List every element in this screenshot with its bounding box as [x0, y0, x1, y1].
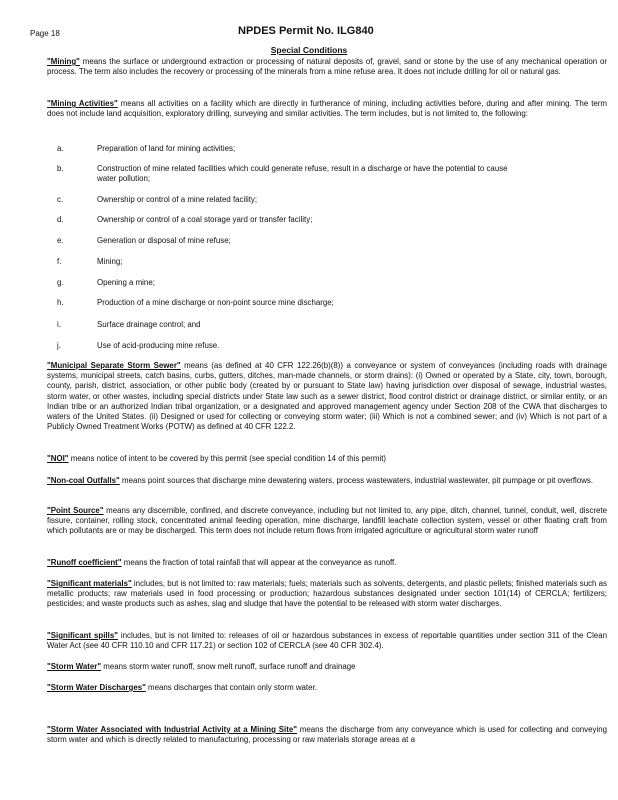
def-mining	[47, 57, 607, 77]
def-mining-activities	[47, 99, 607, 119]
list-letter: e.	[57, 236, 64, 245]
list-text: Ownership or control of a mine related facility;	[97, 195, 258, 204]
list-letter: h.	[57, 298, 64, 307]
term-mining-activities: "Mining Activities"	[47, 99, 118, 108]
def-storm-water-text: means storm water runoff, snow melt runoff, surface runoff and drainage	[101, 662, 356, 671]
def-sig-materials-text: includes, but is not limited to: raw materials; fuels; materials such as solvents, detergents, and plastic pellets; finished materials such as metallic products; raw materials used in food processing or production; hazardous substances designated under section 101(14) of CERCLA; fertilizers; pesticides; and waste products such as ashes, slag and sludge that have the potential to be released with storm water discharges.	[47, 579, 607, 609]
term-mining: "Mining"	[47, 57, 80, 66]
def-ms4	[47, 361, 607, 432]
def-point-source	[47, 506, 607, 537]
def-point-source-text: means any discernible, confined, and discrete conveyance, including but not limited to, any pipe, ditch, channel, tunnel, conduit, well, discrete fissure, container, rolling stock, concentrated animal feeding operation, mine discharge, landfill leachate collection system, vessel or other floating craft from which pollutants are or may be discharged. This term does not include return flows from irrigated agriculture or agricultural storm water runoff	[47, 506, 607, 536]
list-text: Use of acid-producing mine refuse.	[97, 341, 220, 350]
term-noi: "NOI"	[47, 454, 69, 463]
permit-title: NPDES Permit No. ILG840	[238, 25, 374, 37]
def-mining-activities-text: means all activities on a facility which are directly in furtherance of mining, including activities before, during and after mining. The term does not include land acquisition, exploratory drilling, surveying and similar activities. The term includes, but is not limited to, the following:	[47, 99, 607, 119]
list-letter: d.	[57, 215, 64, 224]
def-storm-mining	[47, 725, 607, 745]
term-storm-mining: "Storm Water Associated with Industrial Activity at a Mining Site"	[47, 725, 297, 734]
list-text: Mining;	[97, 257, 123, 266]
def-noi	[47, 454, 607, 464]
list-text: Generation or disposal of mine refuse;	[97, 236, 231, 245]
term-storm-water: "Storm Water"	[47, 662, 102, 671]
list-letter: a.	[57, 144, 64, 153]
term-ms4: "Municipal Separate Storm Sewer"	[47, 361, 181, 370]
list-letter: j.	[57, 341, 61, 350]
term-sig-materials: "Significant materials"	[47, 579, 132, 588]
def-storm-water	[47, 662, 607, 672]
def-sig-spills	[47, 631, 607, 651]
list-letter: i.	[57, 320, 61, 329]
list-text: Preparation of land for mining activities;	[97, 144, 236, 153]
def-mining-text: means the surface or underground extraction or processing of natural deposits of, gravel, sand or stone by the use of any mechanical operation or process. The term also includes the recovery or processing of the minerals from a mine refuse area. It does not include drilling for oil or natural gas.	[47, 57, 607, 77]
def-noi-text: means notice of intent to be covered by this permit (see special condition 14 of this permit)	[68, 454, 387, 463]
list-letter: g.	[57, 278, 64, 287]
def-storm-discharges-text: means discharges that contain only storm water.	[145, 683, 317, 692]
list-text: Construction of mine related facilities which could generate refuse, result in a discharge or have the potential to cause water pollution;	[97, 164, 508, 184]
def-storm-mining-text: means the discharge from any conveyance which is used for collecting and conveying storm water and which is directly related to manufacturing, processing or raw materials storage areas at a	[47, 725, 607, 745]
term-sig-spills: "Significant spills"	[47, 631, 118, 640]
def-sig-spills-text: includes, but is not limited to: releases of oil or hazardous substances in excess of reportable quantities under section 311 of the Clean Water Act (see 40 CFR 110.10 and CFR 117.21) or section 102 of CERCLA (see 40 CFR 302.4).	[47, 631, 607, 651]
def-sig-materials	[47, 579, 607, 610]
list-letter: f.	[57, 257, 62, 266]
def-runoff	[47, 558, 607, 568]
def-non-coal-text: means point sources that discharge mine dewatering waters, process wastewaters, industrial wastewater, pit pumpage or pit overflows.	[119, 476, 594, 485]
def-runoff-text: means the fraction of total rainfall that will appear at the conveyance as runoff.	[121, 558, 397, 567]
list-letter: b.	[57, 164, 64, 173]
def-non-coal	[47, 476, 607, 486]
page-number: Page 18	[30, 29, 60, 38]
def-ms4-text: means (as defined at 40 CFR 122.26(b)(8)) a conveyance or system of conveyances (including roads with drainage systems, municipal streets, catch basins, curbs, gutters, ditches, man-made channels, or storm drains): (i) Owned or operated by a State, city, town, borough, county, parish, district, association, or other public body (created by or pursuant to State law) having jurisdiction over disposal of sewage, industrial wastes, storm water, or other wastes, including special districts under State law such as a sewer district, flood control district or drainage district, or similar entity, or an Indian tribe or an authorized Indian tribal organization, or a designated and approved management agency under Section 208 of the CWA that discharges to waters of the United States. (ii) Designed or used for collecting or conveying storm water; (iii) Which is not a combined sewer; and (iv) Which is not part of a Publicly Owned Treatment Works (POTW) as defined at 40 CFR 122.2.	[47, 361, 608, 432]
list-text: Production of a mine discharge or non-point source mine discharge;	[97, 298, 334, 307]
term-runoff: "Runoff coefficient"	[47, 558, 122, 567]
list-letter: c.	[57, 195, 64, 204]
term-point-source: "Point Source"	[47, 506, 104, 515]
term-storm-discharges: "Storm Water Discharges"	[47, 683, 146, 692]
term-non-coal: "Non-coal Outfalls"	[47, 476, 120, 485]
list-text: Ownership or control of a coal storage yard or transfer facility;	[97, 215, 313, 224]
def-storm-discharges	[47, 683, 607, 693]
list-text: Surface drainage control; and	[97, 320, 201, 329]
section-title: Special Conditions	[270, 45, 348, 55]
list-text: Opening a mine;	[97, 278, 155, 287]
